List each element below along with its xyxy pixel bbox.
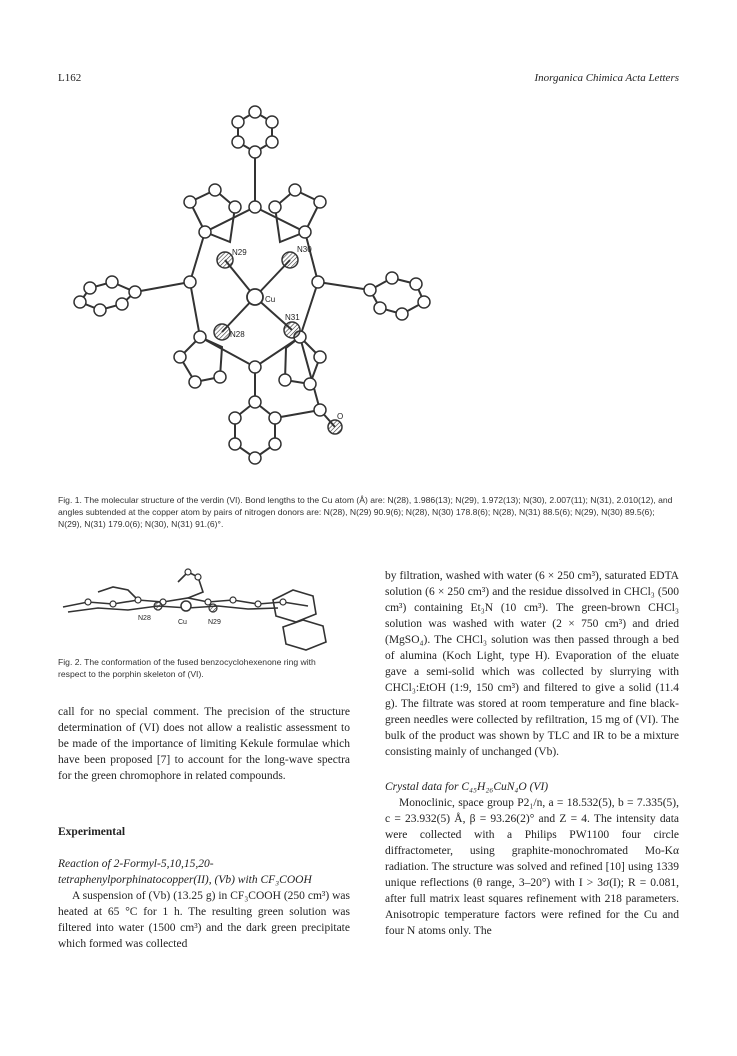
left-column-paragraph-2 (58, 888, 350, 952)
right-column-paragraph-1 (385, 568, 679, 760)
figure-1-caption: Fig. 1. The molecular structure of the verdin (VI). Bond lengths to the Cu atom (Å) are: N(28), 1.986(13); N(29), 1.972(13); N(30), 2.007(11); N(31), 2.010(12), and angles subtended at the copper atom by pairs of nitrogen donors are: N(28), N(29) 90.9(6); N(28), N(30) 178.8(6); N(28), N(31) 88.5(6); N(29), N(30) 89.5(6); N(29), N(31) 179.0(6); N(30), N(31) 91.(6)°. (58, 495, 673, 529)
label-n28: N28 (230, 330, 245, 339)
right-para-2: Monoclinic, space group P2₁/n, a = 18.532(5), b = 7.335(5), c = 23.932(5) Å, β = 93.26(2)° and Z = 4. The intensity data were collected with a Philips PW1100 four circle diffractometer, using graphite-monochromated Mo-Kα radiation. The structure was solved and refined [10] using 1339 unique reflections (θ range, 3–20°) with I > 3σ(I); R = 0.081, after full matrix least squares refinement with 218 parameters. Anisotropic temperature factors were refined for the Cu and four N atoms only. The (385, 797, 679, 937)
section-title: Experimental (58, 826, 126, 838)
left-para-2: A suspension of (Vb) (13.25 g) in CF₃COOH (250 cm³) was heated at 65 °C for 1 h. The resulting green solution was filtered into water (1500 cm³) and the dark green precipitate which formed was collected (58, 890, 350, 950)
figure-2-conformation (58, 562, 358, 652)
label-n30: N30 (297, 245, 312, 254)
label-cu: Cu (265, 295, 276, 304)
label-o: O (337, 412, 344, 421)
page-number: L162 (58, 72, 82, 84)
figure-1-molecular-structure (50, 92, 530, 482)
label-n29: N29 (232, 248, 247, 257)
fig2-label-n28: N28 (138, 615, 151, 622)
left-column-paragraph-1 (58, 704, 350, 784)
right-para-1: by filtration, washed with water (6 × 250 cm³), saturated EDTA solution (6 × 250 cm³) and the residue dissolved in CHCl₃ (500 cm³) containing Et₃N (10 cm³). The green-brown CHCl₃ solution was washed with water (2 × 750 cm³) and dried (MgSO₄). The CHCl₃ solution was then passed through a bed of alumina (Koch Light, type H). Evaporation of the eluate gave a semi-solid which was collected by slurrying with CHCl₃:EtOH (1:9, 150 cm³) and filtered to give a solid (11.4 g). The filtrate was stored at room temperature and fine black-green needles were collected by refiltration, 15 mg of (VI). The bulk of the product was shown by TLC and IR to be a mixture consisting mainly of unchanged (Vb). (385, 570, 679, 758)
fig2-label-cu: Cu (178, 619, 187, 626)
left-para-1: call for no special comment. The precision of the structure determination of (VI) does not allow a realistic assessment to be made of the importance of limiting Kekule formulae which have been proposed [7] to account for the long-wave spectra for the green chromophore in related compounds. (58, 706, 350, 782)
fig2-label-n29: N29 (208, 619, 221, 626)
left-subheading: Reaction of 2-Formyl-5,10,15,20-tetraphenylporphinatocopper(II), (Vb) with CF₃COOH (58, 858, 312, 886)
right-subheading: Crystal data for C₄₅H₂₆CuN₄O (VI) (385, 781, 549, 793)
journal-title: Inorganica Chimica Acta Letters (534, 72, 679, 84)
figure-2-caption: Fig. 2. The conformation of the fused benzocyclohexenone ring with respect to the porphin skeleton of (VI). (58, 657, 316, 679)
label-n31: N31 (285, 313, 300, 322)
right-column-paragraph-2 (385, 795, 679, 939)
